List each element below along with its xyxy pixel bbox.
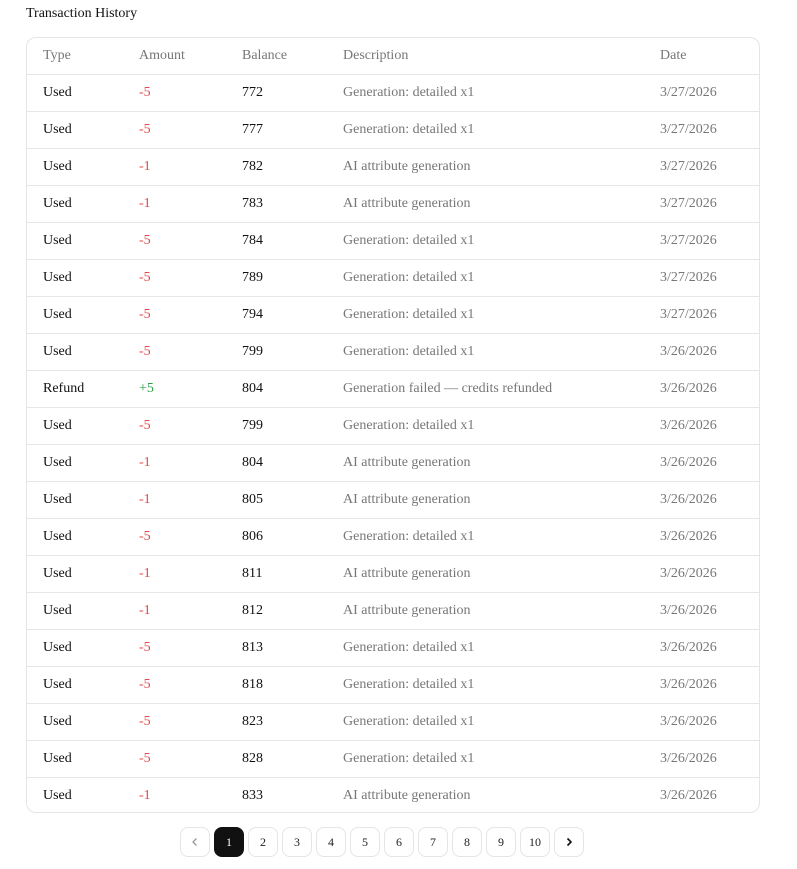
- type-cell: Used: [27, 75, 139, 112]
- amount-cell: -1: [139, 149, 242, 186]
- type-cell: Used: [27, 223, 139, 260]
- prev-page-button[interactable]: [180, 827, 210, 857]
- balance-cell: 782: [242, 149, 343, 186]
- date-cell: 3/26/2026: [660, 445, 759, 482]
- balance-cell: 772: [242, 75, 343, 112]
- description-cell: AI attribute generation: [343, 149, 660, 186]
- table-row: [27, 408, 759, 445]
- table-row: [27, 186, 759, 223]
- description-cell: Generation: detailed x1: [343, 297, 660, 334]
- amount-cell: -5: [139, 667, 242, 704]
- amount-cell: -5: [139, 630, 242, 667]
- amount-cell: -5: [139, 741, 242, 778]
- description-cell: Generation: detailed x1: [343, 704, 660, 741]
- balance-cell: 799: [242, 334, 343, 371]
- table-header-row: [27, 38, 759, 75]
- transaction-table: [27, 38, 759, 813]
- date-cell: 3/26/2026: [660, 556, 759, 593]
- type-cell: Used: [27, 112, 139, 149]
- balance-cell: 799: [242, 408, 343, 445]
- description-cell: AI attribute generation: [343, 186, 660, 223]
- balance-cell: 828: [242, 741, 343, 778]
- date-cell: 3/26/2026: [660, 741, 759, 778]
- description-cell: AI attribute generation: [343, 788, 471, 803]
- next-page-button[interactable]: [554, 827, 584, 857]
- description-cell: Generation: detailed x1: [343, 260, 660, 297]
- description-cell: Generation: detailed x1: [343, 519, 660, 556]
- table-row: [27, 334, 759, 371]
- page-title: Transaction History: [26, 6, 138, 21]
- date-cell: 3/26/2026: [660, 371, 759, 408]
- balance-cell: 813: [242, 630, 343, 667]
- table-row: [27, 223, 759, 260]
- table-row: [27, 75, 759, 112]
- description-cell: AI attribute generation: [343, 593, 660, 630]
- table-row: [27, 556, 759, 593]
- balance-cell: 812: [242, 593, 343, 630]
- type-cell: Used: [27, 482, 139, 519]
- date-cell: 3/26/2026: [660, 408, 759, 445]
- amount-cell: -5: [139, 75, 242, 112]
- amount-cell: -5: [139, 260, 242, 297]
- type-cell: Used: [27, 556, 139, 593]
- type-cell: Refund: [27, 371, 139, 408]
- table-row: [27, 112, 759, 149]
- column-header-type: Type: [27, 38, 139, 75]
- balance-cell: 804: [242, 445, 343, 482]
- description-cell: AI attribute generation: [343, 556, 660, 593]
- date-cell: 3/27/2026: [660, 223, 759, 260]
- date-cell: 3/27/2026: [660, 112, 759, 149]
- page-button-3[interactable]: 3: [282, 827, 312, 857]
- column-header-description: Description: [343, 38, 660, 75]
- page-button-7[interactable]: 7: [418, 827, 448, 857]
- description-cell: AI attribute generation: [343, 445, 660, 482]
- date-cell: 3/26/2026: [660, 630, 759, 667]
- type-cell: Used: [27, 445, 139, 482]
- page-button-5[interactable]: 5: [350, 827, 380, 857]
- type-cell: Used: [27, 741, 139, 778]
- table-row: [27, 593, 759, 630]
- page-button-10[interactable]: 10: [520, 827, 550, 857]
- amount-cell: -5: [139, 297, 242, 334]
- date-cell: 3/27/2026: [660, 297, 759, 334]
- date-cell: 3/27/2026: [660, 186, 759, 223]
- page-button-6[interactable]: 6: [384, 827, 414, 857]
- page-button-2[interactable]: 2: [248, 827, 278, 857]
- table-row: [27, 704, 759, 741]
- description-cell: Generation: detailed x1: [343, 112, 660, 149]
- pagination: [180, 827, 584, 857]
- amount-cell: -1: [139, 445, 242, 482]
- table-row: [27, 371, 759, 408]
- type-cell: Used: [27, 593, 139, 630]
- description-cell: Generation: detailed x1: [343, 223, 660, 260]
- amount-cell: +5: [139, 371, 242, 408]
- date-cell: 3/27/2026: [660, 75, 759, 112]
- type-cell: Used: [27, 297, 139, 334]
- table-row: [27, 519, 759, 556]
- date-cell: 3/26/2026: [660, 482, 759, 519]
- type-cell: Used: [27, 630, 139, 667]
- description-cell: AI attribute generation: [343, 482, 660, 519]
- type-cell: Used: [27, 519, 139, 556]
- amount-cell: -1: [139, 788, 151, 803]
- table-row: [27, 630, 759, 667]
- table-row: [27, 297, 759, 334]
- balance-cell: 784: [242, 223, 343, 260]
- table-row: [27, 741, 759, 778]
- amount-cell: -1: [139, 482, 242, 519]
- amount-cell: -5: [139, 112, 242, 149]
- table-row: [27, 260, 759, 297]
- description-cell: Generation: detailed x1: [343, 630, 660, 667]
- date-cell: 3/26/2026: [660, 788, 717, 803]
- date-cell: 3/27/2026: [660, 149, 759, 186]
- amount-cell: -1: [139, 593, 242, 630]
- transaction-table-card: [26, 37, 760, 813]
- balance-cell: 783: [242, 186, 343, 223]
- balance-cell: 777: [242, 112, 343, 149]
- type-cell: Used: [27, 186, 139, 223]
- page-button-4[interactable]: 4: [316, 827, 346, 857]
- description-cell: Generation: detailed x1: [343, 408, 660, 445]
- type-cell: Used: [43, 788, 72, 803]
- table-row: [27, 445, 759, 482]
- table-row: [27, 667, 759, 704]
- amount-cell: -5: [139, 519, 242, 556]
- date-cell: 3/26/2026: [660, 667, 759, 704]
- amount-cell: -1: [139, 556, 242, 593]
- column-header-date: Date: [660, 38, 759, 75]
- balance-cell: 833: [242, 788, 263, 803]
- table-row: [27, 482, 759, 519]
- balance-cell: 811: [242, 556, 343, 593]
- column-header-balance: Balance: [242, 38, 343, 75]
- amount-cell: -1: [139, 186, 242, 223]
- type-cell: Used: [27, 408, 139, 445]
- type-cell: Used: [27, 704, 139, 741]
- page-button-8[interactable]: 8: [452, 827, 482, 857]
- description-cell: Generation: detailed x1: [343, 667, 660, 704]
- page-button-9[interactable]: 9: [486, 827, 516, 857]
- table-row: [27, 149, 759, 186]
- date-cell: 3/26/2026: [660, 519, 759, 556]
- balance-cell: 806: [242, 519, 343, 556]
- column-header-amount: Amount: [139, 38, 242, 75]
- date-cell: 3/26/2026: [660, 704, 759, 741]
- balance-cell: 823: [242, 704, 343, 741]
- description-cell: Generation: detailed x1: [343, 75, 660, 112]
- table-row: [27, 778, 759, 814]
- chevron-left-icon: [189, 836, 201, 848]
- chevron-right-icon: [563, 836, 575, 848]
- balance-cell: 818: [242, 667, 343, 704]
- date-cell: 3/26/2026: [660, 334, 759, 371]
- description-cell: Generation: detailed x1: [343, 334, 660, 371]
- type-cell: Used: [27, 260, 139, 297]
- type-cell: Used: [27, 334, 139, 371]
- balance-cell: 794: [242, 297, 343, 334]
- date-cell: 3/26/2026: [660, 593, 759, 630]
- amount-cell: -5: [139, 334, 242, 371]
- description-cell: Generation failed — credits refunded: [343, 371, 660, 408]
- balance-cell: 805: [242, 482, 343, 519]
- date-cell: 3/27/2026: [660, 260, 759, 297]
- type-cell: Used: [27, 667, 139, 704]
- description-cell: Generation: detailed x1: [343, 741, 660, 778]
- type-cell: Used: [27, 149, 139, 186]
- amount-cell: -5: [139, 704, 242, 741]
- balance-cell: 789: [242, 260, 343, 297]
- page-button-1[interactable]: 1: [214, 827, 244, 857]
- balance-cell: 804: [242, 371, 343, 408]
- amount-cell: -5: [139, 408, 242, 445]
- amount-cell: -5: [139, 223, 242, 260]
